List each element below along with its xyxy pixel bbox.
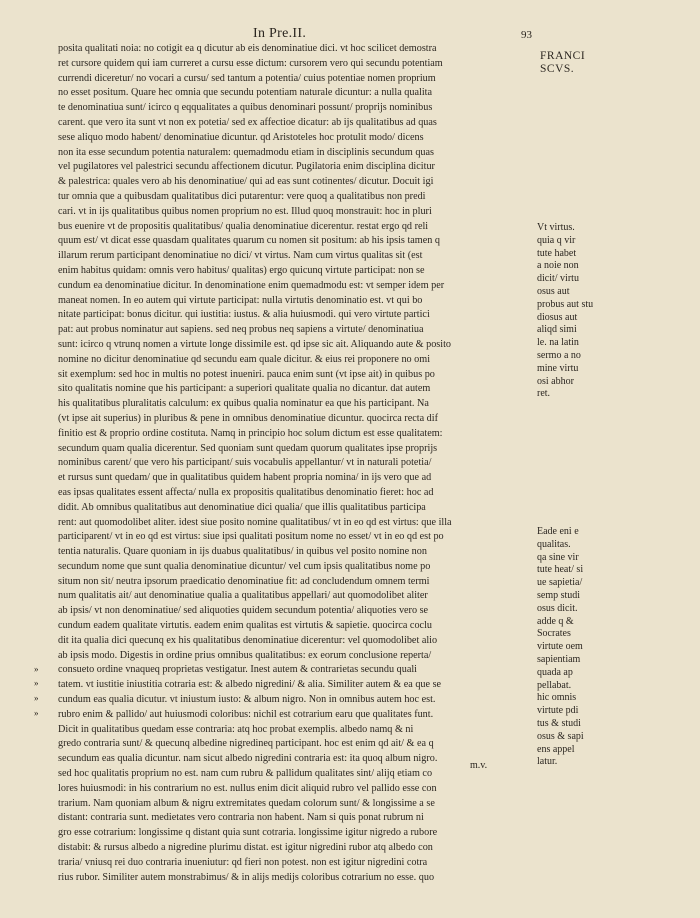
- margin-note-line: hic omnis: [537, 692, 577, 704]
- quote-marker-icon: »: [34, 693, 38, 704]
- text-line: didit. Ab omnibus qualitatibus aut denominatiue dici qualia/ que illis qualitatibus participa: [58, 501, 426, 513]
- margin-author-name: [540, 50, 606, 76]
- text-line: nitate participat: bonus dicitur. qui iustitia: iustus. & alia huiusmodi. qui vero virtute partici: [58, 309, 430, 321]
- margin-note-line: qualitas.: [537, 538, 571, 550]
- margin-note-line: quada ap: [537, 666, 573, 678]
- text-line: gro esse cotrarium: longissime q distant quia sunt cotraria. longissime igitur nigredo a rubore: [58, 827, 438, 839]
- margin-note-line: aliqd simi: [537, 324, 577, 336]
- margin-note-line: adde q &: [537, 615, 574, 627]
- text-line: his qualitatibus pluralitatis calculum: ex quibus qualia nominatur ea que his participant. Na: [58, 398, 429, 410]
- margin-note-line: le. na latin: [537, 337, 579, 349]
- text-line: ret cursore quidem qui iam curreret a cursu esse dictum: cursorem vero qui secundu potentiam: [58, 57, 443, 69]
- margin-note-line: dicit/ virtu: [537, 273, 579, 285]
- text-line: rubro enim & pallido/ aut huiusmodi coloribus: nichil est cotrarium earu que qualitates funt.: [58, 708, 434, 720]
- margin-note-line: ret.: [537, 388, 551, 400]
- text-line: currendi diceretur/ no vocari a cursu/ sed tantum a potentia/ cuius potentiae nomen proprium: [58, 72, 436, 84]
- text-line: consueto ordine vnaqueq proprietas vestigatur. Inest autem & contrarietas secundu quali: [58, 664, 417, 676]
- text-line: sese aliquo modo habent/ denominatiue dicuntur. qd Aristoteles hoc protulit modo/ dicens: [58, 131, 424, 143]
- text-line: cari. vt in ijs qualitatibus quibus nomen proprium no est. Illud quoq monstrauit: hoc in pluri: [58, 205, 432, 217]
- text-line: carent. que vero ita sunt vt non ex potetia/ sed ex affectioe dicatur: ab ijs qualitatibus ad quas: [58, 116, 437, 128]
- margin-note-line: Vt virtus.: [537, 222, 575, 233]
- margin-note-line: quia q vir: [537, 234, 576, 246]
- margin-note-line: tute heat/ si: [537, 564, 584, 576]
- quote-marker-icon: »: [34, 663, 38, 674]
- text-line: nomine no dicitur denominatiue qd secundu eam quale dicitur. & eius rei proponere no omi: [58, 353, 431, 365]
- main-text-column: [58, 42, 540, 885]
- margin-note-line: probus aut stu: [537, 298, 594, 310]
- text-line: te denominatiua sunt/ icirco q eqqualitates a quibus denominari possunt/ proprijs nominibus: [58, 102, 433, 114]
- text-line: cundum eas qualia dicutur. vt iniustum iusto: & album nigro. Non in omnibus autem hoc est.: [58, 694, 436, 706]
- text-line: trarium. Nam quoniam album & nigru extremitates quedam colorum sunt/ & longissime a se: [58, 797, 435, 809]
- text-line: dit ita qualia dici quecunq ex his qualitatibus denominatiue dicerentur: vel quomodolibet alio: [58, 634, 438, 646]
- margin-name-line: SCVS.: [540, 63, 575, 75]
- text-line: secundum quam qualia dicerentur. Sed quoniam sunt quedam quorum qualitates ipse proprijs: [58, 442, 438, 454]
- margin-note-line: semp studi: [537, 589, 581, 601]
- margin-note-line: Socrates: [537, 628, 571, 640]
- text-line: secundum eas qualia dicuntur. nam sicut albedo nigredini contraria est: ita quoq album nigro.: [58, 753, 438, 765]
- margin-note-line: latur.: [537, 756, 558, 768]
- margin-note-line: osus aut: [537, 285, 570, 297]
- text-line: cundum ea denominatiue dicitur. In denominatione enim quemadmodu est: vt semper idem per: [58, 279, 445, 291]
- text-line: rent: aut quomodolibet aliter. idest siue posito nomine qualitatibus/ vt in eo qd est virtus: que illa: [58, 516, 452, 528]
- margin-note-line: qa sine vir: [537, 551, 579, 563]
- text-line: sito qualitatis nomine que his participant: a superiori qualitate qualia no dicantur. dat autem: [58, 383, 431, 395]
- text-line: situm non sit/ neutra ipsorum praedicatio denominatiue fit: ad concludendum omnem termi: [58, 575, 430, 587]
- margin-note-line: tute habet: [537, 247, 577, 259]
- text-line: enim habitus quidam: omnis vero habitus/ qualitas) ergo quicunq virtute participat: non se: [58, 264, 425, 276]
- text-line: bus euenire vt de propositis qualitatibus/ qualia denominatiue dicerentur. restat ergo qd reli: [58, 220, 429, 232]
- margin-note-line: virtute pdi: [537, 705, 579, 717]
- text-line: quum est/ vt dicat esse quasdam qualitates quarum cu nomen sit positum: ab his ipsis tamen q: [58, 235, 440, 247]
- text-line: no esset positum. Quare hec omnia que secundu potentiam naturale dicuntur: a nulla qualita: [58, 87, 432, 99]
- text-line: tentia naturalis. Quare quoniam in ijs duabus qualitatibus/ in quibus vel posito nomine non: [58, 546, 427, 558]
- text-line: (vt ipse ait superius) in pluribus & pene in omnibus denominatiue dicuntur. quocirca recta dif: [58, 412, 438, 424]
- margin-note-line: osi abhor: [537, 375, 574, 387]
- text-line: sunt: icirco q vtrunq nomen a virtute longe dissimile est. qd ipse sic ait. Aliquando aute & posito: [58, 338, 452, 350]
- folio-number: 93: [521, 29, 532, 41]
- text-line: posita qualitati noia: no cotigit ea q dicutur ab eis denominatiue dici. vt hoc scilicet demostra: [58, 43, 437, 54]
- text-line: et rursus sunt quedam/ que in qualitatibus quidem habent propria nomina/ in ijs vero que ad: [58, 472, 432, 484]
- margin-note-line: osus dicit.: [537, 602, 578, 614]
- margin-note-line: sermo a no: [537, 349, 581, 361]
- quote-marker-icon: »: [34, 708, 38, 718]
- text-line: sit exemplum: sed hoc in multis no potest inueniri. pauca enim sunt (vt ipse ait) in quibus po: [58, 368, 435, 380]
- text-line: maneat nomen. In eo autem qui virtute participat: nulla virtutis denominatio est. vt qui bo: [58, 294, 423, 306]
- margin-note-virtus: [537, 222, 603, 401]
- margin-note-line: ue sapietia/: [537, 577, 583, 589]
- quote-marker-icon: »: [34, 678, 38, 689]
- margin-note-line: Eade eni e: [537, 526, 579, 537]
- text-line: secundum nome que sunt qualia denominatiue dicuntur/ vel cum ipsis qualitatibus nome po: [58, 560, 431, 572]
- margin-note-line: diosus aut: [537, 311, 578, 323]
- text-line: lores huiusmodi: in his contrarium no est. nullus enim dicit aliquid rubro vel pallido esse con: [58, 782, 437, 794]
- text-line: illarum rerum participant denominatiue no dici/ vt virtus. Nam cum virtus qualitas sit (est: [58, 250, 423, 262]
- margin-name-line: FRANCI: [540, 50, 586, 62]
- text-line: participarent/ vt in eo qd est virtus: siue ipsi qualitati positum nome no esset/ vt in eo qd est po: [58, 531, 444, 543]
- running-head: In Pre.II.: [253, 26, 307, 41]
- text-line: vel pugilatores vel palestrici secundu affectionem dicutur. Pugilatoria enim disciplina dicitur: [58, 161, 435, 173]
- margin-note-line: mine virtu: [537, 362, 579, 374]
- text-line: gredo contraria sunt/ & quecunq albedine nigredineq participant. hoc est enim qd ait/ & ea q: [58, 738, 434, 750]
- text-line: finitio est & proprio ordine costituta. Namq in principio hoc solum dictum est esse qualitatem:: [58, 427, 443, 439]
- text-line: num qualitatis ait/ aut denominatiue qualia a qualitatibus appellari/ aut quomodolibet aliter: [58, 590, 428, 602]
- margin-note-line: a noie non: [537, 260, 579, 272]
- text-line: cundum eadem qualitate virtutis. eadem enim qualitas est virtutis & sapietie. quocirca coclu: [58, 620, 432, 632]
- text-line: distant: contraria sunt. medietates vero contraria non habent. Nam si quis ponat rubrum ni: [58, 812, 424, 824]
- text-line: eas ipsas qualitates essent affecta/ nulla ex propositis qualitatibus denominatio fieret: hoc ad: [58, 486, 434, 498]
- text-line: non ita esse secundum potentia naturalem: quemadmodu etiam in disciplinis secundum quas: [58, 146, 435, 158]
- text-line: Dicit in qualitatibus quedam esse contraria: atq hoc probat exemplis. albedo namq & ni: [58, 723, 414, 735]
- text-line: ab ipsis/ vt non denominatiue/ sed aliquoties quidem secundum potentia/ aliquoties vero se: [58, 605, 429, 617]
- text-line: & palestrica: quales vero ab his denominatiue/ qui ad eas sunt cotinentes/ dicutur. Docuit igi: [58, 176, 434, 188]
- margin-note-line: tus & studi: [537, 717, 581, 729]
- margin-note-eadem: [537, 526, 603, 769]
- text-line: sed hoc qualitatis proprium no est. nam cum rubru & pallidum qualitates sint/ alijq etiam co: [58, 768, 433, 780]
- text-line: tatem. vt iustitie iniustitia cotraria est: & albedo nigredini/ & alia. Similiter autem & ea que se: [58, 679, 442, 691]
- text-line: traria/ vniusq rei duo contraria inueniutur: qd fieri non potest. non est igitur nigredini cotra: [58, 856, 428, 868]
- margin-note-line: osus & sapi: [537, 730, 584, 742]
- margin-note-line: ens appel: [537, 743, 575, 755]
- margin-note-line: virtute oem: [537, 641, 583, 653]
- margin-note-line: pellabat.: [537, 679, 572, 691]
- text-line: distabit: & rursus albedo a nigredine plurimu distat. est igitur nigredini rubor atq albedo con: [58, 842, 433, 854]
- text-line: tur omnia que a quibusdam qualitatibus dici putarentur: vere quoq a qualitatibus non predi: [58, 190, 426, 202]
- margin-note-line: sapientiam: [537, 653, 581, 665]
- signature-mark: m.v.: [470, 760, 488, 771]
- text-line: ab ipsis modo. Digestis in ordine prius omnibus qualitatibus: ex eorum conclusione reperta/: [58, 649, 432, 661]
- text-line: nominibus carent/ que vero his participant/ suis vocabulis appellantur/ vt in naturali potetia/: [58, 457, 432, 469]
- text-line: pat: aut probus nominatur aut sapiens. sed neq probus neq sapiens a virtute/ denominatiua: [58, 324, 424, 336]
- text-line: rius rubor. Similiter autem monstrabimus/ & in alijs medijs coloribus cotrarium no esse. quo: [58, 871, 435, 883]
